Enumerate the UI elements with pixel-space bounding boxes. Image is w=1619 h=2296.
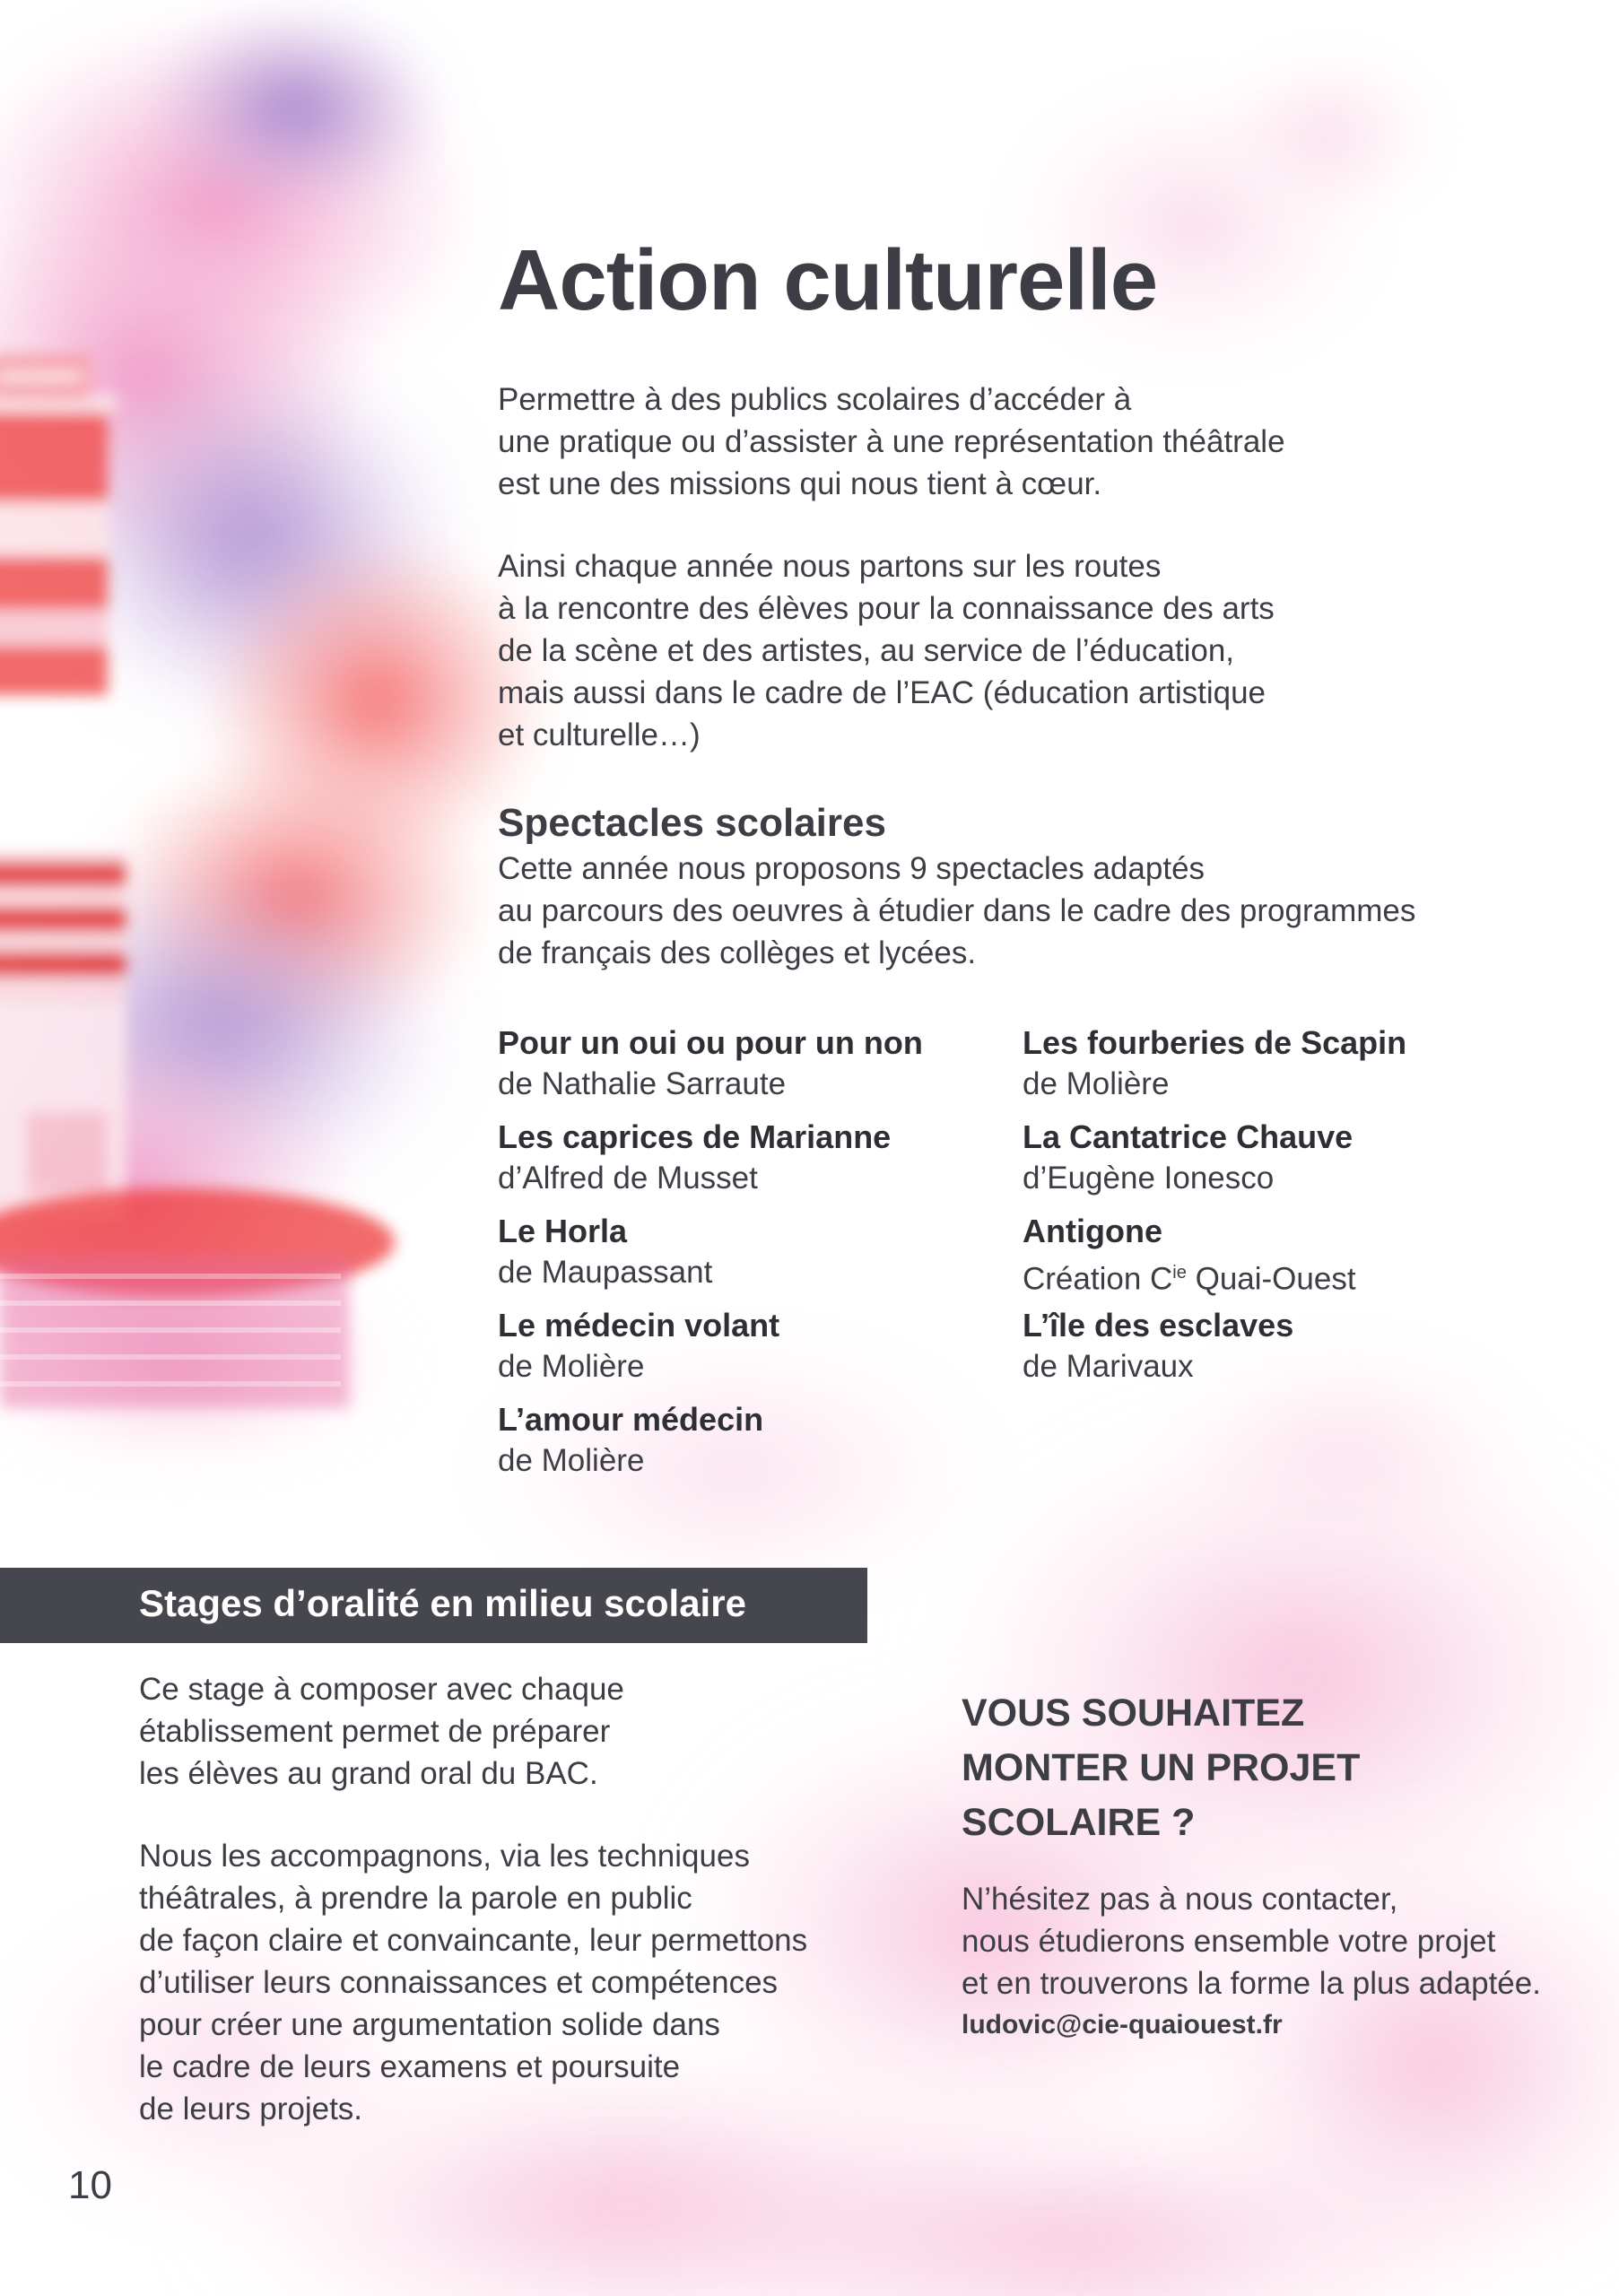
text-line: Cette année nous proposons 9 spectacles adaptés xyxy=(498,851,1206,886)
text-line: le cadre de leurs examens et poursuite xyxy=(139,2049,681,2084)
stages-banner xyxy=(0,1568,867,1643)
text-line: Nous les accompagnons, via les techniques xyxy=(139,1839,750,1874)
page-number: 10 xyxy=(68,2163,112,2207)
show-title: Les caprices de Marianne xyxy=(498,1118,892,1155)
intro-paragraph-2 xyxy=(498,545,1275,756)
show-item xyxy=(498,1305,923,1399)
text-line: VOUS SOUHAITEZ xyxy=(962,1692,1305,1735)
author-suffix: Quai-Ouest xyxy=(1186,1261,1356,1297)
contact-email-link[interactable]: ludovic@cie-quaiouest.fr xyxy=(962,2010,1283,2039)
text-line: N’hésitez pas à nous contacter, xyxy=(962,1882,1398,1917)
show-item xyxy=(498,1211,923,1305)
text-line: et en trouverons la forme la plus adaptée. xyxy=(962,1966,1541,2001)
spectacles-heading: Spectacles scolaires xyxy=(498,801,886,845)
text-line: d’utiliser leurs connaissances et compétences xyxy=(139,1965,779,2000)
show-author: de Molière xyxy=(1023,1066,1170,1101)
show-author xyxy=(1023,1252,1406,1300)
intro-paragraph-1 xyxy=(498,378,1285,505)
show-item xyxy=(1023,1211,1406,1305)
show-item xyxy=(498,1022,923,1117)
author-superscript: ie xyxy=(1172,1263,1187,1283)
text-line: nous étudierons ensemble votre projet xyxy=(962,1924,1496,1959)
author-prefix: Création C xyxy=(1023,1261,1173,1297)
text-line: théâtrales, à prendre la parole en public xyxy=(139,1881,692,1916)
text-line: de façon claire et convaincante, leur permettons xyxy=(139,1923,808,1958)
stages-heading: Stages d’oralité en milieu scolaire xyxy=(139,1582,746,1624)
text-line: de français des collèges et lycées. xyxy=(498,935,977,970)
show-item xyxy=(1023,1117,1406,1211)
text-line: de leurs projets. xyxy=(139,2092,363,2126)
show-author: de Molière xyxy=(498,1443,645,1478)
show-author: d’Eugène Ionesco xyxy=(1023,1161,1275,1196)
show-author: d’Alfred de Musset xyxy=(498,1161,758,1196)
show-author: de Maupassant xyxy=(498,1255,713,1290)
stages-paragraph-2 xyxy=(139,1835,807,2130)
text-line: SCOLAIRE ? xyxy=(962,1801,1196,1844)
show-title: Le médecin volant xyxy=(498,1307,780,1344)
text-line: au parcours des oeuvres à étudier dans le cadre des programmes xyxy=(498,893,1416,928)
show-title: Antigone xyxy=(1023,1213,1162,1249)
show-item xyxy=(1023,1305,1406,1399)
text-line: est une des missions qui nous tient à cœur. xyxy=(498,466,1102,501)
text-line: mais aussi dans le cadre de l’EAC (éducation artistique xyxy=(498,675,1266,710)
show-title: Pour un oui ou pour un non xyxy=(498,1024,923,1061)
spectacles-list-right xyxy=(1023,1022,1406,1399)
text-line: les élèves au grand oral du BAC. xyxy=(139,1756,598,1791)
show-title: L’amour médecin xyxy=(498,1401,764,1438)
text-line: une pratique ou d’assister à une représentation théâtrale xyxy=(498,424,1285,459)
text-line: et culturelle…) xyxy=(498,718,701,752)
cta-heading xyxy=(962,1686,1360,1850)
show-item xyxy=(1023,1022,1406,1117)
text-line: Ce stage à composer avec chaque xyxy=(139,1672,624,1707)
show-title: Le Horla xyxy=(498,1213,628,1249)
text-line: Permettre à des publics scolaires d’accéder à xyxy=(498,382,1132,417)
show-title: La Cantatrice Chauve xyxy=(1023,1118,1354,1155)
show-title: Les fourberies de Scapin xyxy=(1023,1024,1407,1061)
show-author: de Nathalie Sarraute xyxy=(498,1066,787,1101)
lighthouse-illustration xyxy=(0,354,126,1220)
stages-paragraph-1 xyxy=(139,1668,624,1795)
page-title: Action culturelle xyxy=(498,232,1158,328)
text-line: établissement permet de préparer xyxy=(139,1714,611,1749)
text-line: pour créer une argumentation solide dans xyxy=(139,2007,720,2042)
show-title: L’île des esclaves xyxy=(1023,1307,1294,1344)
text-line: Ainsi chaque année nous partons sur les routes xyxy=(498,549,1162,584)
show-item xyxy=(498,1117,923,1211)
show-item xyxy=(498,1399,923,1493)
show-author: de Marivaux xyxy=(1023,1349,1194,1384)
show-author: de Molière xyxy=(498,1349,645,1384)
cta-text xyxy=(962,1878,1541,2005)
text-line: à la rencontre des élèves pour la connaissance des arts xyxy=(498,591,1275,626)
text-line: MONTER UN PROJET xyxy=(962,1746,1361,1789)
text-line: de la scène et des artistes, au service de l’éducation, xyxy=(498,633,1235,668)
spectacles-intro xyxy=(498,848,1415,974)
spectacles-list-left xyxy=(498,1022,923,1493)
